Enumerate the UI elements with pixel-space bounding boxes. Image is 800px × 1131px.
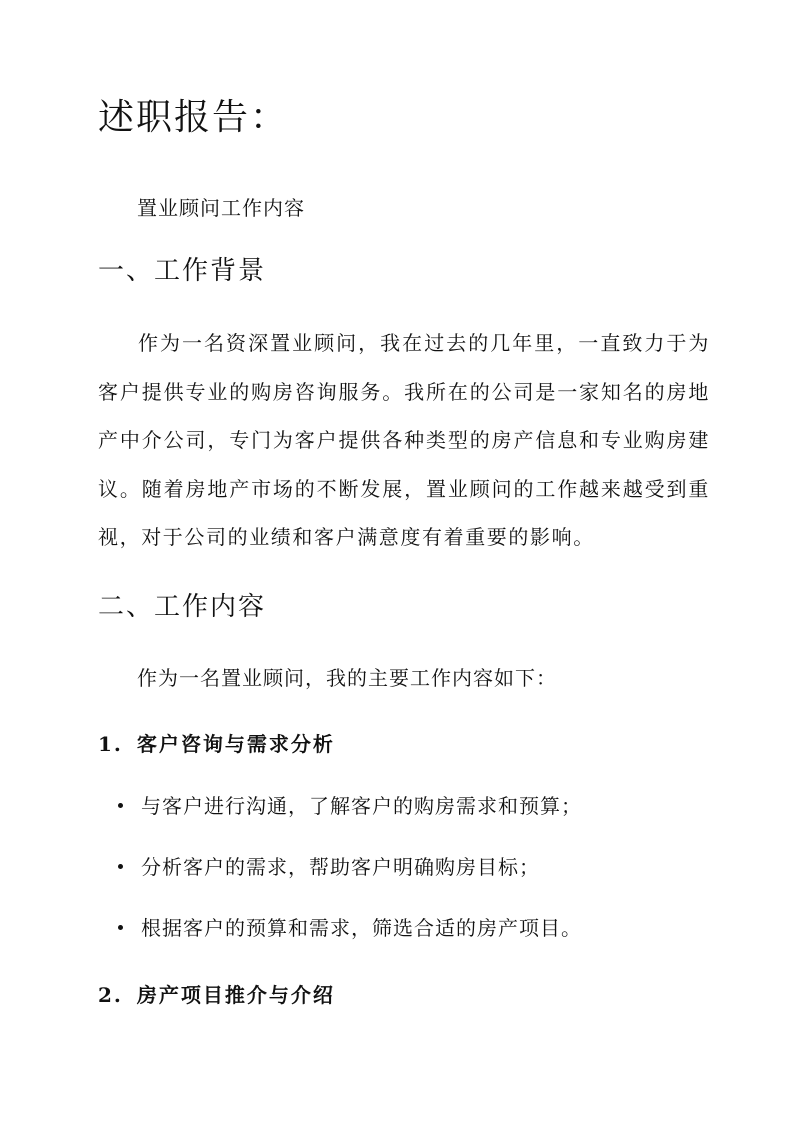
- list-item: [118, 853, 582, 914]
- list-item: [118, 914, 582, 975]
- subsection-number: 1.: [98, 732, 123, 756]
- subsection-heading-2: [98, 981, 335, 1009]
- list-item: [118, 792, 582, 853]
- list-item-text: 分析客户的需求，帮助客户明确购房目标；: [141, 855, 540, 879]
- subsection-title: 房产项目推介与介绍: [136, 983, 335, 1007]
- section-heading-background: 一、工作背景: [98, 256, 267, 286]
- list-item-text: 与客户进行沟通，了解客户的购房需求和预算；: [141, 794, 582, 818]
- section-intro-content: 作为一名置业顾问，我的主要工作内容如下：: [137, 666, 557, 690]
- document-subtitle: 置业顾问工作内容: [137, 196, 305, 220]
- section-paragraph-background: 作为一名资深置业顾问，我在过去的几年里，一直致力于为客户提供专业的购房咨询服务。我所在的公司是一家知名的房地产中介公司，专门为客户提供各种类型的房产信息和专业购房建议。随着房地产市场的不断发展，置业顾问的工作越来越受到重视，对于公司的业绩和客户满意度有着重要的影响。: [98, 331, 710, 549]
- bullet-list: [118, 792, 582, 975]
- bullet-icon: [118, 864, 123, 869]
- section-heading-content: 二、工作内容: [98, 592, 267, 622]
- subsection-title: 客户咨询与需求分析: [136, 732, 335, 756]
- list-item-text: 根据客户的预算和需求，筛选合适的房产项目。: [141, 916, 582, 940]
- document-title: 述职报告：: [98, 97, 289, 138]
- subsection-heading-1: [98, 730, 335, 758]
- subsection-number: 2.: [98, 983, 123, 1007]
- bullet-icon: [118, 925, 123, 930]
- bullet-icon: [118, 803, 123, 808]
